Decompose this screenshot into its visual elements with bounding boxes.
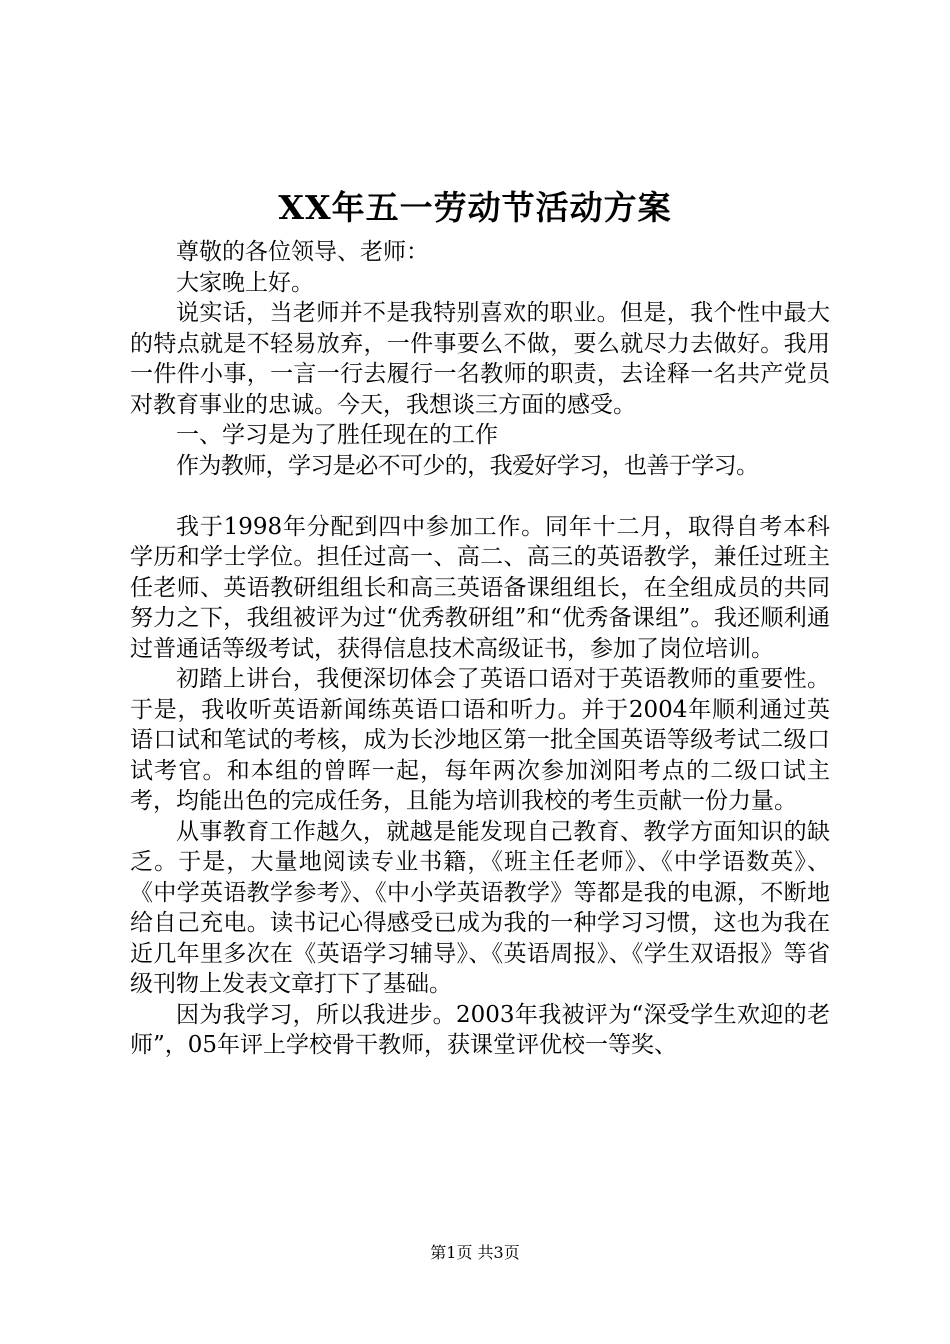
page-footer: 第1页 共3页	[430, 1243, 520, 1262]
paragraph: 我于1998年分配到四中参加工作。同年十二月，取得自考本科学历和学士学位。担任过高一、高二、高三的英语教学，兼任过班主任老师、英语教研组组长和高三英语备课组组长，在全组成员的共同努力之下，我组被评为过“优秀教研组”和“优秀备课组”。我还顺利通过普通话等级考试，获得信息技术高级证书，参加了岗位培训。	[130, 513, 830, 662]
salutation: 尊敬的各位领导、老师：	[176, 239, 429, 265]
document-title: XX年五一劳动节活动方案	[278, 188, 672, 227]
paragraph: 从事教育工作越久，就越是能发现自己教育、教学方面知识的缺乏。于是，大量地阅读专业书籍，《班主任老师》、《中学语数英》、《中学英语教学参考》、《中小学英语教学》等都是我的电源，不断地给自己充电。读书记心得感受已成为我的一种学习习惯，这也为我在近几年里多次在《英语学习辅导》、《英语周报》、《学生双语报》等省级刊物上发表文章打下了基础。	[130, 818, 830, 997]
document-body	[130, 237, 830, 1061]
paragraph: 因为我学习，所以我进步。2003年我被评为“深受学生欢迎的老师”，05年评上学校骨干教师，获课堂评优校一等奖、	[130, 1001, 830, 1058]
paragraph: 作为教师，学习是必不可少的，我爱好学习，也善于学习。	[176, 452, 759, 479]
paragraph: 初踏上讲台，我便深切体会了英语口语对于英语教师的重要性。于是，我收听英语新闻练英语口语和听力。并于2004年顺利通过英语口试和笔试的考核，成为长沙地区第一批全国英语等级考试二级口试考官。和本组的曾晖一起，每年两次参加浏阳考点的二级口试主考，均能出色的完成任务，且能为培训我校的考生贡献一份力量。	[130, 666, 830, 814]
greeting: 大家晚上好。	[176, 269, 314, 296]
paragraph-gap	[130, 481, 830, 512]
section-heading: 一、学习是为了胜任现在的工作	[176, 422, 498, 448]
paragraph: 说实话，当老师并不是我特别喜欢的职业。但是，我个性中最大的特点就是不轻易放弃，一件事要么不做，要么就尽力去做好。我用一件件小事，一言一行去履行一名教师的职责，去诠释一名共产党员对教育事业的忠诚。今天，我想谈三方面的感受。	[130, 300, 830, 418]
